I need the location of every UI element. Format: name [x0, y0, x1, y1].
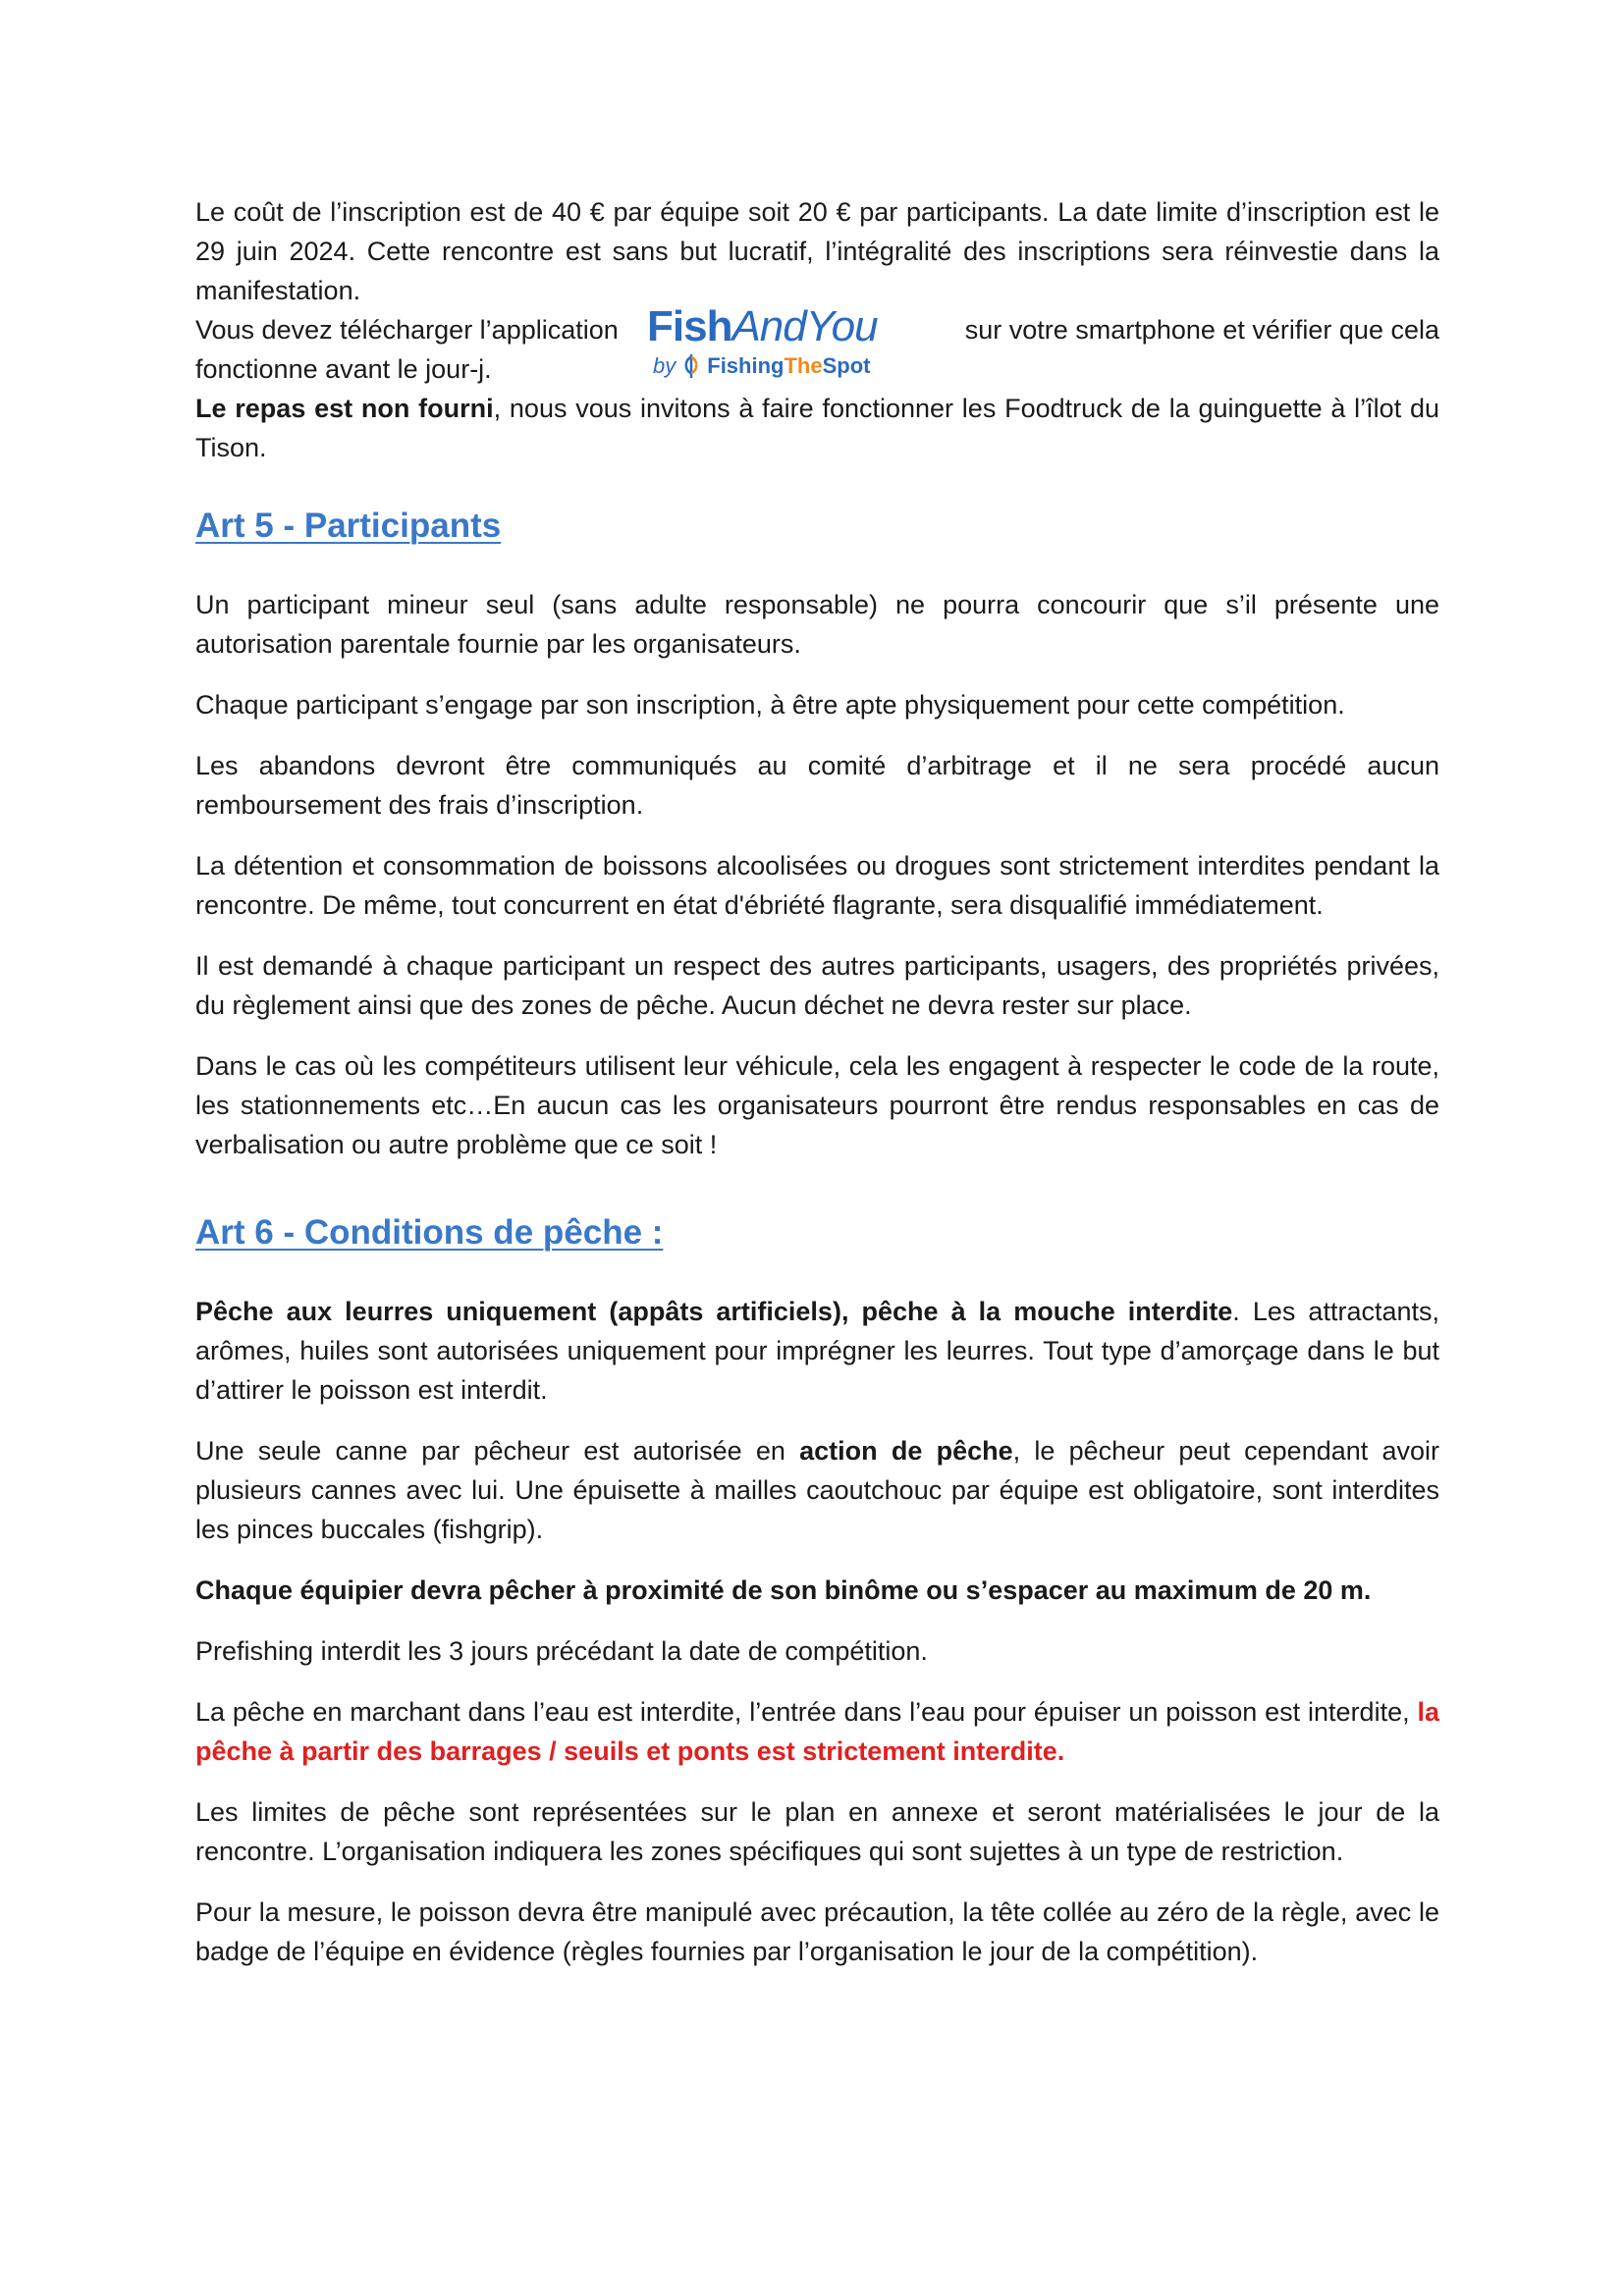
app-text-after: sur votre smartphone et vérifier que cela — [964, 315, 1439, 345]
art6-paragraph-measure: Pour la mesure, le poisson devra être manipulé avec précaution, la tête collée au zéro de la règle, avec le badge de l’équipe en évidence (règles fournies par l’organisation le jour de la compétition). — [195, 1897, 1439, 1966]
art6-paragraph-rods: Une seule canne par pêcheur est autorisée en action de pêche, le pêcheur peut cependant avoir plusieurs cannes avec lui. Une épuisette à mailles caoutchouc par équipe est obligatoire, sont interdites les pinces buccales (fishgrip). — [195, 1436, 1439, 1544]
art6-paragraph-teammate: Chaque équipier devra pêcher à proximité de son binôme ou s’espacer au maximum de 20 m. — [195, 1575, 1372, 1605]
app-text-before: Vous devez télécharger l’application — [195, 315, 619, 345]
art6-paragraph-limits: Les limites de pêche sont représentées sur le plan en annexe et seront matérialisées le jour de la rencontre. L’organisation indiquera les zones spécifiques qui sont sujettes à un type de restriction. — [195, 1797, 1439, 1866]
art5-paragraph: Chaque participant s’engage par son inscription, à être apte physiquement pour cette compétition. — [195, 690, 1345, 720]
art5-paragraph: Les abandons devront être communiqués au comité d’arbitrage et il ne sera procédé aucun remboursement des frais d’inscription. — [195, 751, 1439, 820]
art5-paragraph: La détention et consommation de boissons alcoolisées ou drogues sont strictement interdites pendant la rencontre. De même, tout concurrent en état d'ébriété flagrante, sera disqualifié immédiatement. — [195, 851, 1439, 920]
fishandyou-logo — [647, 304, 893, 395]
registration-paragraph: Le coût de l’inscription est de 40 € par équipe soit 20 € par participants. La date limite d’inscription est le 29 juin 2024. Cette rencontre est sans but lucratif, l’intégralité des inscriptions sera réinvestie dans la manifestation. — [195, 197, 1439, 305]
art6-paragraph-lures: Pêche aux leurres uniquement (appâts artificiels), pêche à la mouche interdite. Les attractants, arômes, huiles sont autorisées uniquement pour imprégner les leurres. Tout type d’amorçage dans le but d’attirer le poisson est interdit. — [195, 1297, 1439, 1405]
document-page — [195, 192, 1439, 1993]
logo-subline: by FishingTheSpot — [653, 351, 893, 381]
art5-paragraph: Dans le cas où les compétiteurs utilisent leur véhicule, cela les engagent à respecter le code de la route, les stationnements etc…En aucun cas les organisateurs pourront être rendus responsables en cas de verbalisation ou autre problème que ce soit ! — [195, 1051, 1439, 1159]
art6-paragraph-water: La pêche en marchant dans l’eau est interdite, l’entrée dans l’eau pour épuiser un poisson est interdite, la pêche à partir des barrages / seuils et ponts est strictement interdite. — [195, 1697, 1439, 1766]
meal-paragraph: Le repas est non fourni, nous vous invitons à faire fonctionner les Foodtruck de la guinguette à l’îlot du Tison. — [195, 394, 1439, 462]
art5-paragraph: Il est demandé à chaque participant un respect des autres participants, usagers, des propriétés privées, du règlement ainsi que des zones de pêche. Aucun déchet ne devra rester sur place. — [195, 951, 1439, 1020]
logo-fishingthespot: FishingTheSpot — [707, 353, 871, 378]
app-text-line2: fonctionne avant le jour-j. — [195, 354, 492, 384]
art6-paragraph-prefishing: Prefishing interdit les 3 jours précédant la date de compétition. — [195, 1636, 928, 1666]
logo-brand: FishAndYou — [647, 302, 878, 350]
fishing-hook-icon — [681, 352, 701, 380]
art6-heading: Art 6 - Conditions de pêche : — [195, 1213, 664, 1252]
art5-paragraph: Un participant mineur seul (sans adulte responsable) ne pourra concourir que s’il présente une autorisation parentale fournie par les organisateurs. — [195, 590, 1439, 659]
art5-heading: Art 5 - Participants — [195, 507, 502, 545]
